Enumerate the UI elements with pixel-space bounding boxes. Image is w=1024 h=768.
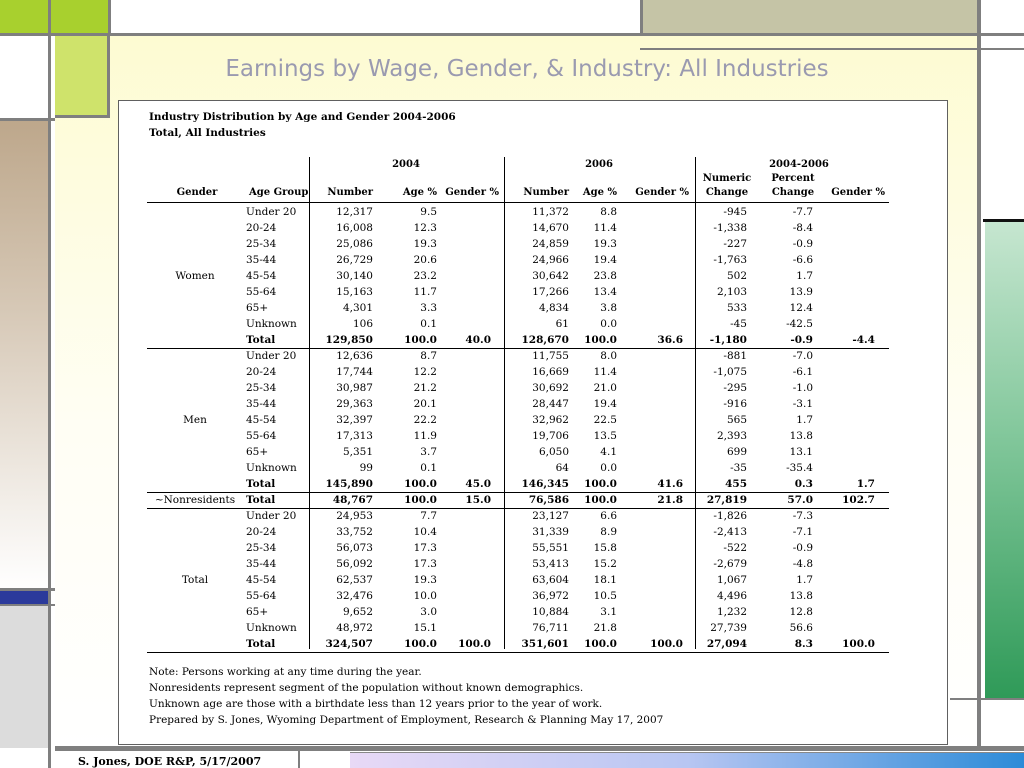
decor-lightgreen-block bbox=[55, 35, 110, 118]
cell-numeric-change: -916 bbox=[723, 398, 747, 410]
cell-age-pct-2006: 15.2 bbox=[593, 558, 617, 570]
decor-blue-bar bbox=[0, 590, 48, 604]
frame-line bbox=[950, 698, 1024, 700]
frame-line bbox=[977, 0, 981, 748]
cell-age-pct-2004: 17.3 bbox=[413, 558, 437, 570]
cell-age-pct-2004: 12.2 bbox=[413, 366, 437, 378]
cell-age-group: 20-24 bbox=[246, 526, 277, 538]
cell-age-pct-2006: 21.0 bbox=[593, 382, 617, 394]
cell-number-2006: 61 bbox=[555, 318, 569, 330]
cell-number-2006: 31,339 bbox=[532, 526, 569, 538]
cell-percent-change: -35.4 bbox=[786, 462, 813, 474]
cell-age-group: 45-54 bbox=[246, 414, 277, 426]
cell-number-2006: 10,884 bbox=[532, 606, 569, 618]
header-year-2004: 2004 bbox=[392, 159, 420, 170]
header-year-2006: 2006 bbox=[585, 159, 613, 170]
cell-numeric-change: 27,819 bbox=[706, 494, 747, 506]
header-gender-pct-change: Gender % bbox=[831, 187, 885, 198]
cell-age-pct-2006: 13.4 bbox=[593, 286, 617, 298]
cell-percent-change: 56.6 bbox=[789, 622, 813, 634]
cell-percent-change: -4.8 bbox=[792, 558, 813, 570]
cell-number-2004: 145,890 bbox=[325, 478, 373, 490]
cell-numeric-change: 4,496 bbox=[716, 590, 747, 602]
cell-age-pct-2006: 19.4 bbox=[593, 398, 617, 410]
cell-number-2006: 24,966 bbox=[532, 254, 569, 266]
cell-number-2004: 56,092 bbox=[336, 558, 373, 570]
cell-age-pct-2004: 15.1 bbox=[413, 622, 437, 634]
cell-age-pct-2006: 100.0 bbox=[584, 478, 617, 490]
cell-age-pct-2006: 21.8 bbox=[593, 622, 617, 634]
frame-line bbox=[108, 0, 111, 36]
table-panel bbox=[118, 100, 948, 745]
cell-number-2006: 16,669 bbox=[532, 366, 569, 378]
cell-number-2006: 14,670 bbox=[532, 222, 569, 234]
cell-age-pct-2006: 100.0 bbox=[584, 638, 617, 650]
header-percent-change: Change bbox=[771, 187, 815, 198]
decor-green-bar bbox=[985, 222, 1024, 698]
cell-age-pct-2006: 19.4 bbox=[593, 254, 617, 266]
cell-number-2004: 16,008 bbox=[336, 222, 373, 234]
cell-age-pct-2006: 18.1 bbox=[593, 574, 617, 586]
cell-gender-pct-change: 1.7 bbox=[856, 478, 875, 490]
cell-age-group: Total bbox=[246, 478, 276, 490]
cell-number-2004: 15,163 bbox=[336, 286, 373, 298]
table-title: Industry Distribution by Age and Gender 2004-2006 bbox=[149, 111, 456, 123]
header-age-pct-2004: Age % bbox=[402, 187, 437, 198]
cell-percent-change: -6.6 bbox=[792, 254, 813, 266]
cell-age-pct-2006: 11.4 bbox=[593, 222, 617, 234]
cell-age-group: Under 20 bbox=[246, 206, 297, 218]
cell-numeric-change: 2,103 bbox=[716, 286, 747, 298]
cell-age-group: 65+ bbox=[246, 446, 269, 458]
cell-number-2006: 17,266 bbox=[532, 286, 569, 298]
cell-number-2004: 106 bbox=[352, 318, 373, 330]
cell-gender-pct-change: -4.4 bbox=[852, 334, 875, 346]
cell-numeric-change: -2,679 bbox=[713, 558, 747, 570]
cell-age-group: 65+ bbox=[246, 302, 269, 314]
header-age-group: Age Group bbox=[249, 187, 309, 198]
cell-number-2006: 24,859 bbox=[532, 238, 569, 250]
cell-age-group: Total bbox=[246, 334, 276, 346]
header-age-pct-2006: Age % bbox=[582, 187, 617, 198]
cell-age-group: 25-34 bbox=[246, 382, 277, 394]
table-note: Note: Persons working at any time during the year. bbox=[149, 666, 422, 678]
cell-number-2006: 63,604 bbox=[532, 574, 569, 586]
cell-gender-pct-2004: 100.0 bbox=[458, 638, 491, 650]
decor-black-line bbox=[983, 219, 1024, 222]
group-label: Women bbox=[175, 270, 215, 282]
cell-number-2006: 6,050 bbox=[538, 446, 569, 458]
cell-age-pct-2004: 100.0 bbox=[404, 478, 437, 490]
cell-numeric-change: -2,413 bbox=[713, 526, 747, 538]
cell-number-2006: 30,692 bbox=[532, 382, 569, 394]
cell-number-2004: 324,507 bbox=[325, 638, 373, 650]
cell-age-pct-2004: 100.0 bbox=[404, 494, 437, 506]
table-subtitle: Total, All Industries bbox=[149, 127, 266, 139]
cell-numeric-change: -295 bbox=[723, 382, 747, 394]
cell-number-2004: 17,744 bbox=[336, 366, 373, 378]
cell-age-group: 35-44 bbox=[246, 254, 277, 266]
cell-numeric-change: 27,094 bbox=[706, 638, 747, 650]
cell-age-pct-2004: 22.2 bbox=[413, 414, 437, 426]
cell-percent-change: -42.5 bbox=[786, 318, 813, 330]
cell-age-pct-2006: 23.8 bbox=[593, 270, 617, 282]
cell-age-group: 35-44 bbox=[246, 558, 277, 570]
cell-percent-change: -7.7 bbox=[792, 206, 813, 218]
cell-age-pct-2006: 3.8 bbox=[600, 302, 617, 314]
header-rule bbox=[147, 202, 889, 203]
cell-gender-pct-2004: 45.0 bbox=[465, 478, 491, 490]
cell-percent-change: 1.7 bbox=[796, 414, 813, 426]
cell-number-2004: 30,140 bbox=[336, 270, 373, 282]
cell-numeric-change: 1,067 bbox=[716, 574, 747, 586]
cell-number-2004: 26,729 bbox=[336, 254, 373, 266]
cell-number-2006: 19,706 bbox=[532, 430, 569, 442]
cell-age-pct-2004: 17.3 bbox=[413, 542, 437, 554]
cell-number-2006: 76,711 bbox=[532, 622, 569, 634]
cell-age-group: 65+ bbox=[246, 606, 269, 618]
cell-percent-change: -0.9 bbox=[790, 334, 813, 346]
slide-footer: S. Jones, DOE R&P, 5/17/2007 bbox=[78, 755, 262, 768]
cell-number-2006: 55,551 bbox=[532, 542, 569, 554]
cell-age-pct-2004: 21.2 bbox=[413, 382, 437, 394]
cell-percent-change: 13.1 bbox=[789, 446, 813, 458]
cell-number-2006: 36,972 bbox=[532, 590, 569, 602]
cell-number-2006: 28,447 bbox=[532, 398, 569, 410]
cell-number-2004: 32,476 bbox=[336, 590, 373, 602]
cell-number-2004: 62,537 bbox=[336, 574, 373, 586]
table-note: Unknown age are those with a birthdate less than 12 years prior to the year of work. bbox=[149, 698, 603, 710]
cell-percent-change: -8.4 bbox=[792, 222, 813, 234]
cell-age-pct-2004: 100.0 bbox=[404, 334, 437, 346]
cell-age-pct-2006: 100.0 bbox=[584, 334, 617, 346]
cell-number-2004: 24,953 bbox=[336, 510, 373, 522]
cell-number-2006: 351,601 bbox=[521, 638, 569, 650]
cell-age-pct-2004: 11.9 bbox=[413, 430, 437, 442]
cell-age-pct-2004: 3.0 bbox=[420, 606, 437, 618]
cell-numeric-change: -35 bbox=[730, 462, 747, 474]
cell-percent-change: -7.1 bbox=[792, 526, 813, 538]
cell-number-2004: 4,301 bbox=[342, 302, 373, 314]
cell-age-group: Unknown bbox=[246, 462, 297, 474]
column-separator bbox=[695, 157, 696, 649]
cell-number-2006: 128,670 bbox=[521, 334, 569, 346]
cell-percent-change: 12.4 bbox=[789, 302, 813, 314]
cell-numeric-change: 455 bbox=[725, 478, 747, 490]
cell-age-pct-2004: 19.3 bbox=[413, 574, 437, 586]
cell-age-group: 55-64 bbox=[246, 430, 277, 442]
cell-numeric-change: -1,180 bbox=[709, 334, 747, 346]
cell-gender-pct-2006: 100.0 bbox=[650, 638, 683, 650]
frame-line bbox=[55, 746, 1024, 751]
cell-age-pct-2006: 22.5 bbox=[593, 414, 617, 426]
cell-number-2006: 53,413 bbox=[532, 558, 569, 570]
cell-numeric-change: -1,338 bbox=[713, 222, 747, 234]
decor-green-block bbox=[0, 0, 110, 33]
header-gender-pct-2006: Gender % bbox=[635, 187, 689, 198]
cell-number-2006: 4,834 bbox=[538, 302, 569, 314]
cell-percent-change: -0.9 bbox=[792, 542, 813, 554]
cell-gender-pct-change: 102.7 bbox=[842, 494, 875, 506]
cell-number-2004: 30,987 bbox=[336, 382, 373, 394]
cell-age-group: 55-64 bbox=[246, 590, 277, 602]
cell-age-pct-2004: 20.6 bbox=[413, 254, 437, 266]
cell-numeric-change: -1,763 bbox=[713, 254, 747, 266]
cell-age-pct-2006: 13.5 bbox=[593, 430, 617, 442]
cell-numeric-change: -227 bbox=[723, 238, 747, 250]
header-year-range: 2004-2006 bbox=[769, 159, 829, 170]
cell-number-2004: 129,850 bbox=[325, 334, 373, 346]
cell-age-pct-2004: 8.7 bbox=[420, 350, 437, 362]
frame-line bbox=[298, 746, 300, 768]
cell-number-2004: 12,317 bbox=[336, 206, 373, 218]
frame-line bbox=[0, 33, 1024, 36]
cell-numeric-change: 2,393 bbox=[716, 430, 747, 442]
cell-age-group: 20-24 bbox=[246, 366, 277, 378]
cell-age-group: Total bbox=[246, 638, 276, 650]
cell-percent-change: 13.8 bbox=[789, 430, 813, 442]
cell-gender-pct-2006: 41.6 bbox=[657, 478, 683, 490]
cell-number-2004: 5,351 bbox=[342, 446, 373, 458]
table-note: Prepared by S. Jones, Wyoming Department of Employment, Research & Planning May 17, 2007 bbox=[149, 714, 664, 726]
cell-age-pct-2004: 11.7 bbox=[413, 286, 437, 298]
cell-gender-pct-2004: 15.0 bbox=[465, 494, 491, 506]
cell-age-pct-2004: 19.3 bbox=[413, 238, 437, 250]
cell-number-2004: 33,752 bbox=[336, 526, 373, 538]
decor-gray-block bbox=[0, 606, 48, 748]
cell-numeric-change: 565 bbox=[726, 414, 747, 426]
cell-percent-change: -3.1 bbox=[792, 398, 813, 410]
cell-age-pct-2004: 12.3 bbox=[413, 222, 437, 234]
cell-age-pct-2006: 11.4 bbox=[593, 366, 617, 378]
cell-numeric-change: 533 bbox=[726, 302, 747, 314]
cell-age-group: 55-64 bbox=[246, 286, 277, 298]
cell-age-group: 20-24 bbox=[246, 222, 277, 234]
cell-age-pct-2006: 0.0 bbox=[600, 462, 617, 474]
cell-age-pct-2004: 10.4 bbox=[413, 526, 437, 538]
cell-number-2004: 48,972 bbox=[336, 622, 373, 634]
cell-age-pct-2004: 3.7 bbox=[420, 446, 437, 458]
cell-percent-change: -6.1 bbox=[792, 366, 813, 378]
cell-gender-pct-2004: 40.0 bbox=[465, 334, 491, 346]
group-label: Total bbox=[181, 574, 209, 586]
header-percent: Percent bbox=[771, 173, 815, 184]
slide-title: Earnings by Wage, Gender, & Industry: All Industries bbox=[225, 56, 829, 82]
cell-numeric-change: 27,739 bbox=[710, 622, 747, 634]
frame-line bbox=[640, 48, 1024, 50]
cell-numeric-change: 502 bbox=[726, 270, 747, 282]
group-label: ~Nonresidents bbox=[154, 494, 236, 506]
decor-tan-bar bbox=[0, 120, 48, 590]
group-label: Men bbox=[183, 414, 207, 426]
cell-numeric-change: -1,075 bbox=[713, 366, 747, 378]
cell-percent-change: 13.9 bbox=[789, 286, 813, 298]
cell-percent-change: 0.3 bbox=[794, 478, 813, 490]
cell-age-pct-2006: 4.1 bbox=[600, 446, 617, 458]
cell-gender-pct-2006: 21.8 bbox=[657, 494, 683, 506]
frame-line bbox=[0, 604, 55, 606]
cell-age-pct-2004: 0.1 bbox=[420, 318, 437, 330]
cell-percent-change: -7.3 bbox=[792, 510, 813, 522]
cell-number-2004: 25,086 bbox=[336, 238, 373, 250]
cell-age-pct-2004: 100.0 bbox=[404, 638, 437, 650]
cell-age-group: Total bbox=[246, 494, 276, 506]
cell-number-2006: 11,372 bbox=[532, 206, 569, 218]
cell-number-2004: 29,363 bbox=[336, 398, 373, 410]
cell-number-2004: 32,397 bbox=[336, 414, 373, 426]
cell-percent-change: 12.8 bbox=[789, 606, 813, 618]
cell-numeric-change: -45 bbox=[730, 318, 747, 330]
cell-number-2004: 12,636 bbox=[336, 350, 373, 362]
cell-age-group: 45-54 bbox=[246, 270, 277, 282]
cell-number-2006: 76,586 bbox=[528, 494, 569, 506]
cell-numeric-change: -881 bbox=[723, 350, 747, 362]
cell-number-2004: 48,767 bbox=[332, 494, 373, 506]
cell-percent-change: 57.0 bbox=[787, 494, 813, 506]
header-number-2004: Number bbox=[327, 187, 373, 198]
frame-line bbox=[0, 588, 55, 591]
cell-number-2006: 30,642 bbox=[532, 270, 569, 282]
cell-number-2004: 17,313 bbox=[336, 430, 373, 442]
cell-number-2006: 11,755 bbox=[532, 350, 569, 362]
header-gender-pct-2004: Gender % bbox=[445, 187, 499, 198]
cell-percent-change: -1.0 bbox=[792, 382, 813, 394]
cell-numeric-change: -522 bbox=[723, 542, 747, 554]
cell-gender-pct-2006: 36.6 bbox=[657, 334, 683, 346]
cell-age-pct-2004: 10.0 bbox=[413, 590, 437, 602]
cell-number-2006: 32,962 bbox=[532, 414, 569, 426]
cell-age-pct-2004: 9.5 bbox=[420, 206, 437, 218]
cell-age-group: Under 20 bbox=[246, 350, 297, 362]
cell-numeric-change: 1,232 bbox=[716, 606, 747, 618]
cell-percent-change: -0.9 bbox=[792, 238, 813, 250]
group-rule bbox=[147, 652, 889, 653]
decor-khaki-block bbox=[640, 0, 980, 33]
cell-age-pct-2004: 7.7 bbox=[420, 510, 437, 522]
cell-numeric-change: 699 bbox=[726, 446, 747, 458]
cell-percent-change: 8.3 bbox=[794, 638, 813, 650]
header-numeric-change: Change bbox=[705, 187, 749, 198]
cell-age-pct-2006: 3.1 bbox=[600, 606, 617, 618]
cell-number-2006: 23,127 bbox=[532, 510, 569, 522]
cell-percent-change: 1.7 bbox=[796, 574, 813, 586]
cell-age-group: Unknown bbox=[246, 318, 297, 330]
decor-bottom-gradient bbox=[350, 752, 1024, 768]
cell-number-2006: 146,345 bbox=[521, 478, 569, 490]
table-note: Nonresidents represent segment of the population without known demographics. bbox=[149, 682, 584, 694]
cell-age-pct-2004: 23.2 bbox=[413, 270, 437, 282]
cell-age-pct-2004: 3.3 bbox=[420, 302, 437, 314]
cell-age-pct-2006: 8.8 bbox=[600, 206, 617, 218]
cell-number-2004: 9,652 bbox=[342, 606, 373, 618]
cell-number-2004: 56,073 bbox=[336, 542, 373, 554]
cell-numeric-change: -945 bbox=[723, 206, 747, 218]
cell-percent-change: 13.8 bbox=[789, 590, 813, 602]
cell-number-2004: 99 bbox=[359, 462, 373, 474]
header-number-2006: Number bbox=[523, 187, 569, 198]
cell-age-pct-2006: 8.9 bbox=[600, 526, 617, 538]
frame-line bbox=[0, 118, 55, 121]
cell-age-group: Under 20 bbox=[246, 510, 297, 522]
cell-numeric-change: -1,826 bbox=[713, 510, 747, 522]
cell-age-pct-2006: 15.8 bbox=[593, 542, 617, 554]
frame-line bbox=[48, 0, 51, 768]
cell-percent-change: 1.7 bbox=[796, 270, 813, 282]
cell-number-2006: 64 bbox=[555, 462, 569, 474]
header-gender: Gender bbox=[176, 187, 218, 198]
cell-age-pct-2006: 8.0 bbox=[600, 350, 617, 362]
cell-age-group: 25-34 bbox=[246, 542, 277, 554]
cell-age-pct-2006: 19.3 bbox=[593, 238, 617, 250]
cell-age-group: 25-34 bbox=[246, 238, 277, 250]
cell-age-pct-2006: 10.5 bbox=[593, 590, 617, 602]
cell-age-pct-2006: 100.0 bbox=[584, 494, 617, 506]
cell-age-group: 35-44 bbox=[246, 398, 277, 410]
cell-age-group: Unknown bbox=[246, 622, 297, 634]
cell-age-pct-2004: 0.1 bbox=[420, 462, 437, 474]
cell-percent-change: -7.0 bbox=[792, 350, 813, 362]
header-numeric: Numeric bbox=[702, 173, 752, 184]
cell-age-pct-2006: 6.6 bbox=[600, 510, 617, 522]
cell-age-pct-2006: 0.0 bbox=[600, 318, 617, 330]
cell-age-pct-2004: 20.1 bbox=[413, 398, 437, 410]
cell-age-group: 45-54 bbox=[246, 574, 277, 586]
cell-gender-pct-change: 100.0 bbox=[842, 638, 875, 650]
